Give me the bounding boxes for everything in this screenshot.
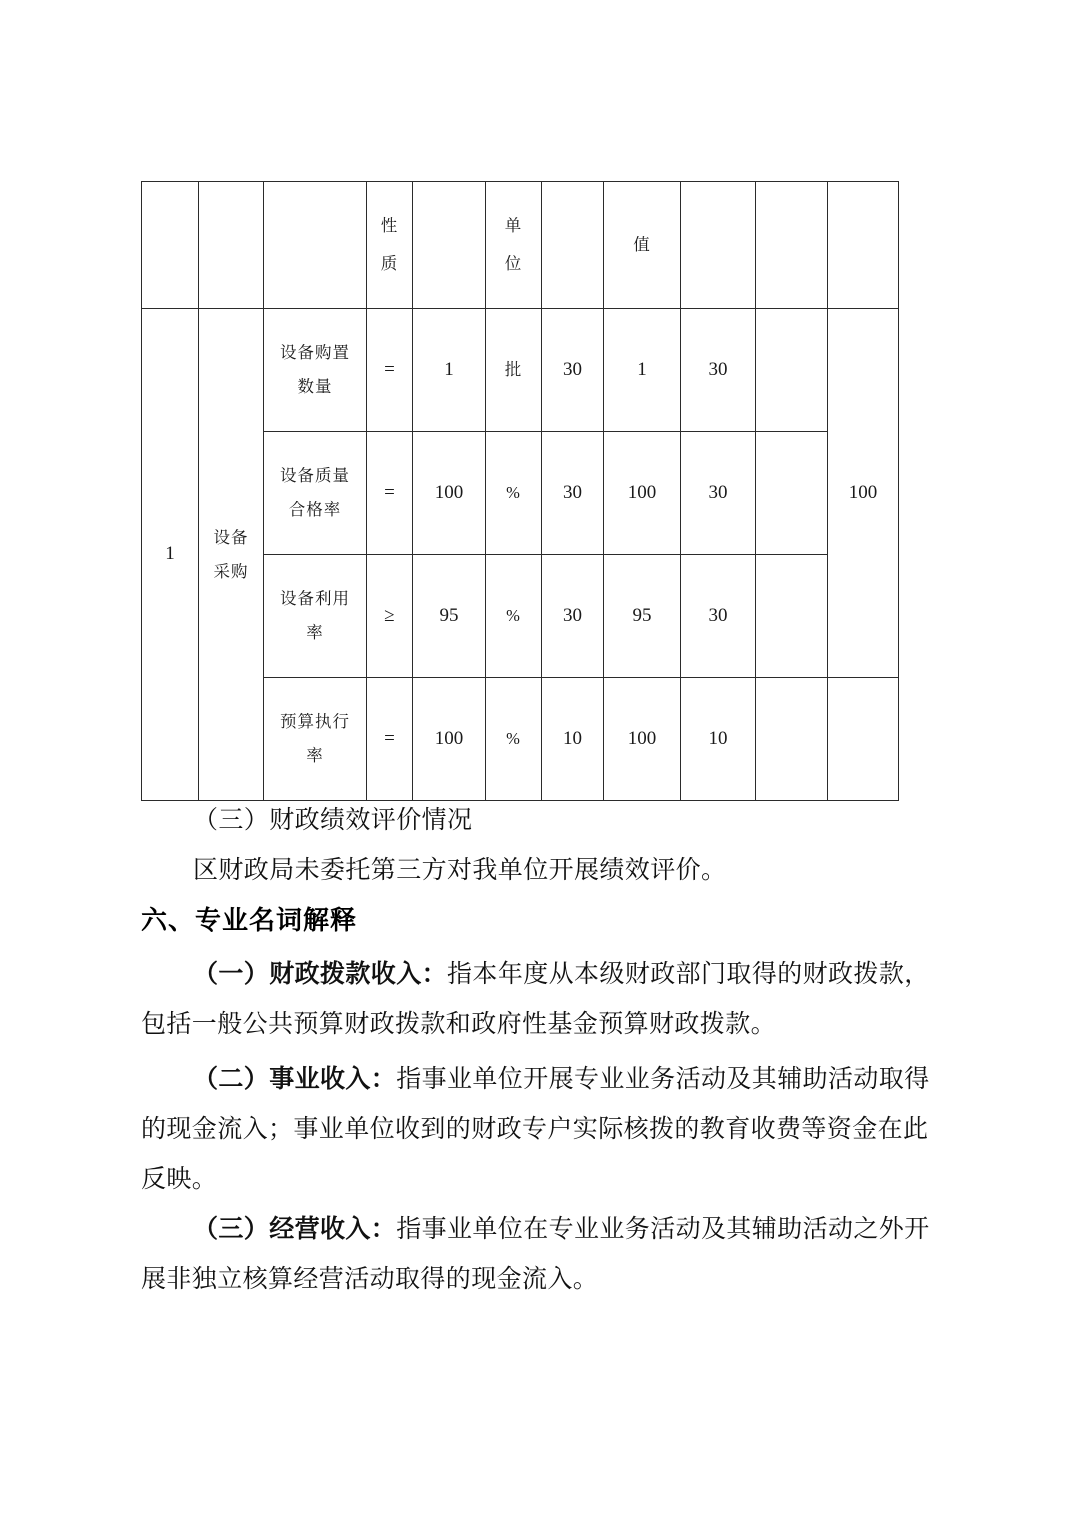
row-seq: 1	[142, 309, 199, 801]
row-actual: 100	[604, 678, 681, 801]
header-nature-line1: 性	[380, 216, 399, 236]
row-nature: =	[367, 309, 413, 432]
row-project-line1: 设备	[213, 527, 249, 547]
term-item-two	[141, 1055, 941, 1205]
header-nature-cell	[367, 182, 413, 309]
row-score: 30	[681, 555, 756, 678]
row-unit: %	[486, 432, 542, 555]
term-three-text: 指事业单位在专业业务活动及其辅助活动之外开展非独立核算经营活动取得的现金流入。	[141, 1216, 930, 1293]
header-weight-cell	[542, 182, 604, 309]
row-note	[756, 309, 828, 432]
section-six-heading-text: 六、专业名词解释	[141, 906, 358, 935]
row-weight: 10	[542, 678, 604, 801]
row-total-empty	[828, 678, 899, 801]
header-unit-cell	[486, 182, 542, 309]
row-score: 30	[681, 309, 756, 432]
row-indicator-line1: 设备质量	[280, 466, 350, 486]
row-unit: 批	[486, 309, 542, 432]
row-indicator	[264, 432, 367, 555]
header-indicator-cell	[264, 182, 367, 309]
term-item-three	[141, 1205, 941, 1305]
table-row	[142, 309, 899, 432]
row-project-line2: 采购	[213, 561, 249, 581]
header-value-cell	[604, 182, 681, 309]
row-indicator-line2: 率	[306, 746, 324, 765]
header-target-cell	[413, 182, 486, 309]
header-project-cell	[199, 182, 264, 309]
row-indicator	[264, 309, 367, 432]
term-one-text: 指本年度从本级财政部门取得的财政拨款，包括一般公共预算财政拨款和政府性基金预算财政拨款。	[141, 961, 930, 1038]
row-nature: =	[367, 432, 413, 555]
row-indicator-line2: 数量	[297, 377, 333, 396]
term-one-label: （一）财政拨款收入：	[193, 961, 448, 988]
section-three-title	[141, 796, 941, 846]
row-indicator-line1: 设备购置	[280, 343, 350, 363]
row-score: 30	[681, 432, 756, 555]
section-three-text	[141, 846, 941, 896]
header-unit-line1: 单	[504, 216, 523, 236]
row-actual: 95	[604, 555, 681, 678]
row-indicator	[264, 678, 367, 801]
row-project	[199, 309, 264, 801]
term-two-label: （二）事业收入：	[193, 1066, 397, 1093]
row-note	[756, 555, 828, 678]
term-item-one	[141, 950, 941, 1050]
row-weight: 30	[542, 309, 604, 432]
header-note-cell	[756, 182, 828, 309]
row-nature: =	[367, 678, 413, 801]
header-seq-cell	[142, 182, 199, 309]
section-three-body: 区财政局未委托第三方对我单位开展绩效评价。	[193, 857, 727, 884]
row-indicator-line2: 率	[306, 623, 324, 642]
row-weight: 30	[542, 555, 604, 678]
row-indicator	[264, 555, 367, 678]
section-three-title-text: （三）财政绩效评价情况	[193, 807, 473, 834]
row-actual: 1	[604, 309, 681, 432]
row-indicator-line1: 设备利用	[280, 589, 350, 609]
row-actual: 100	[604, 432, 681, 555]
row-target: 100	[413, 678, 486, 801]
row-nature: ≥	[367, 555, 413, 678]
row-score: 10	[681, 678, 756, 801]
header-nature-line2: 质	[380, 254, 399, 273]
header-unit-line2: 位	[504, 254, 523, 273]
row-target: 95	[413, 555, 486, 678]
row-note	[756, 678, 828, 801]
row-total-score: 100	[828, 309, 899, 678]
table-header-row	[142, 182, 899, 309]
row-target: 1	[413, 309, 486, 432]
header-score-cell	[681, 182, 756, 309]
row-indicator-line1: 预算执行	[280, 712, 350, 732]
row-indicator-line2: 合格率	[288, 500, 342, 519]
performance-indicator-table	[141, 181, 899, 801]
section-six-heading	[141, 896, 357, 946]
row-weight: 30	[542, 432, 604, 555]
row-note	[756, 432, 828, 555]
header-value-label: 值	[633, 235, 651, 255]
term-two-text: 指事业单位开展专业业务活动及其辅助活动取得的现金流入；事业单位收到的财政专户实际核拨的教育收费等资金在此反映。	[141, 1066, 930, 1193]
header-total-cell	[828, 182, 899, 309]
row-unit: %	[486, 555, 542, 678]
term-three-label: （三）经营收入：	[193, 1216, 397, 1243]
row-unit: %	[486, 678, 542, 801]
row-target: 100	[413, 432, 486, 555]
